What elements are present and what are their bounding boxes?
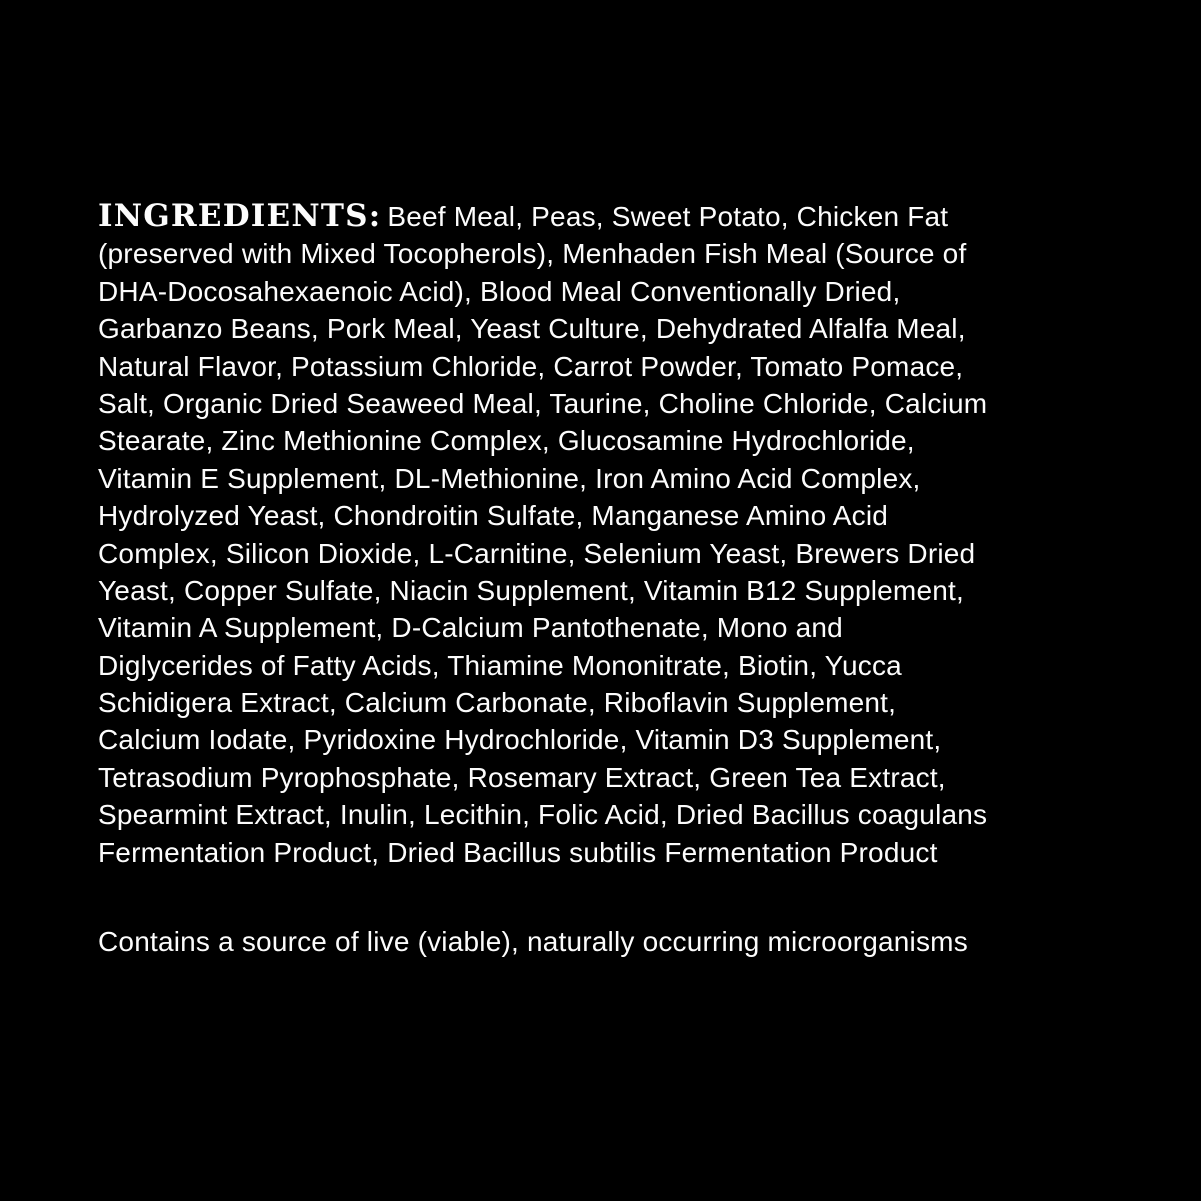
ingredients-line: DHA-Docosahexaenoic Acid), Blood Meal Conventionally Dried, <box>98 275 901 307</box>
ingredients-line: Spearmint Extract, Inulin, Lecithin, Folic Acid, Dried Bacillus coagulans <box>98 799 988 831</box>
ingredients-line: Garbanzo Beans, Pork Meal, Yeast Culture, Dehydrated Alfalfa Meal, <box>98 313 966 345</box>
ingredients-line: Vitamin A Supplement, D-Calcium Pantothenate, Mono and <box>98 612 843 644</box>
ingredients-line: Schidigera Extract, Calcium Carbonate, Riboflavin Supplement, <box>98 687 897 719</box>
ingredients-line: Fermentation Product, Dried Bacillus subtilis Fermentation Product <box>98 836 938 868</box>
ingredients-paragraph <box>98 198 1138 871</box>
ingredients-line: Natural Flavor, Potassium Chloride, Carrot Powder, Tomato Pomace, <box>98 350 964 382</box>
ingredients-line: Salt, Organic Dried Seaweed Meal, Taurine, Choline Chloride, Calcium <box>98 387 988 419</box>
ingredients-line: Tetrasodium Pyrophosphate, Rosemary Extract, Green Tea Extract, <box>98 761 946 793</box>
ingredients-line: Stearate, Zinc Methionine Complex, Glucosamine Hydrochloride, <box>98 425 915 457</box>
ingredients-line: Yeast, Copper Sulfate, Niacin Supplement, Vitamin B12 Supplement, <box>98 574 964 606</box>
ingredients-line: (preserved with Mixed Tocopherols), Menhaden Fish Meal (Source of <box>98 238 967 270</box>
ingredients-line: INGREDIENTS: Beef Meal, Peas, Sweet Potato, Chicken Fat <box>98 198 949 234</box>
ingredients-line: Diglycerides of Fatty Acids, Thiamine Mononitrate, Biotin, Yucca <box>98 649 902 681</box>
microorganisms-note: Contains a source of live (viable), naturally occurring microorganisms <box>98 926 968 958</box>
ingredients-heading: INGREDIENTS: <box>98 198 382 234</box>
ingredients-line: Complex, Silicon Dioxide, L-Carnitine, Selenium Yeast, Brewers Dried <box>98 537 976 569</box>
ingredients-line: Hydrolyzed Yeast, Chondroitin Sulfate, Manganese Amino Acid <box>98 500 889 532</box>
ingredients-label-panel <box>98 198 1138 960</box>
ingredients-line: Calcium Iodate, Pyridoxine Hydrochloride, Vitamin D3 Supplement, <box>98 724 942 756</box>
ingredients-line: Vitamin E Supplement, DL-Methionine, Iron Amino Acid Complex, <box>98 462 921 494</box>
